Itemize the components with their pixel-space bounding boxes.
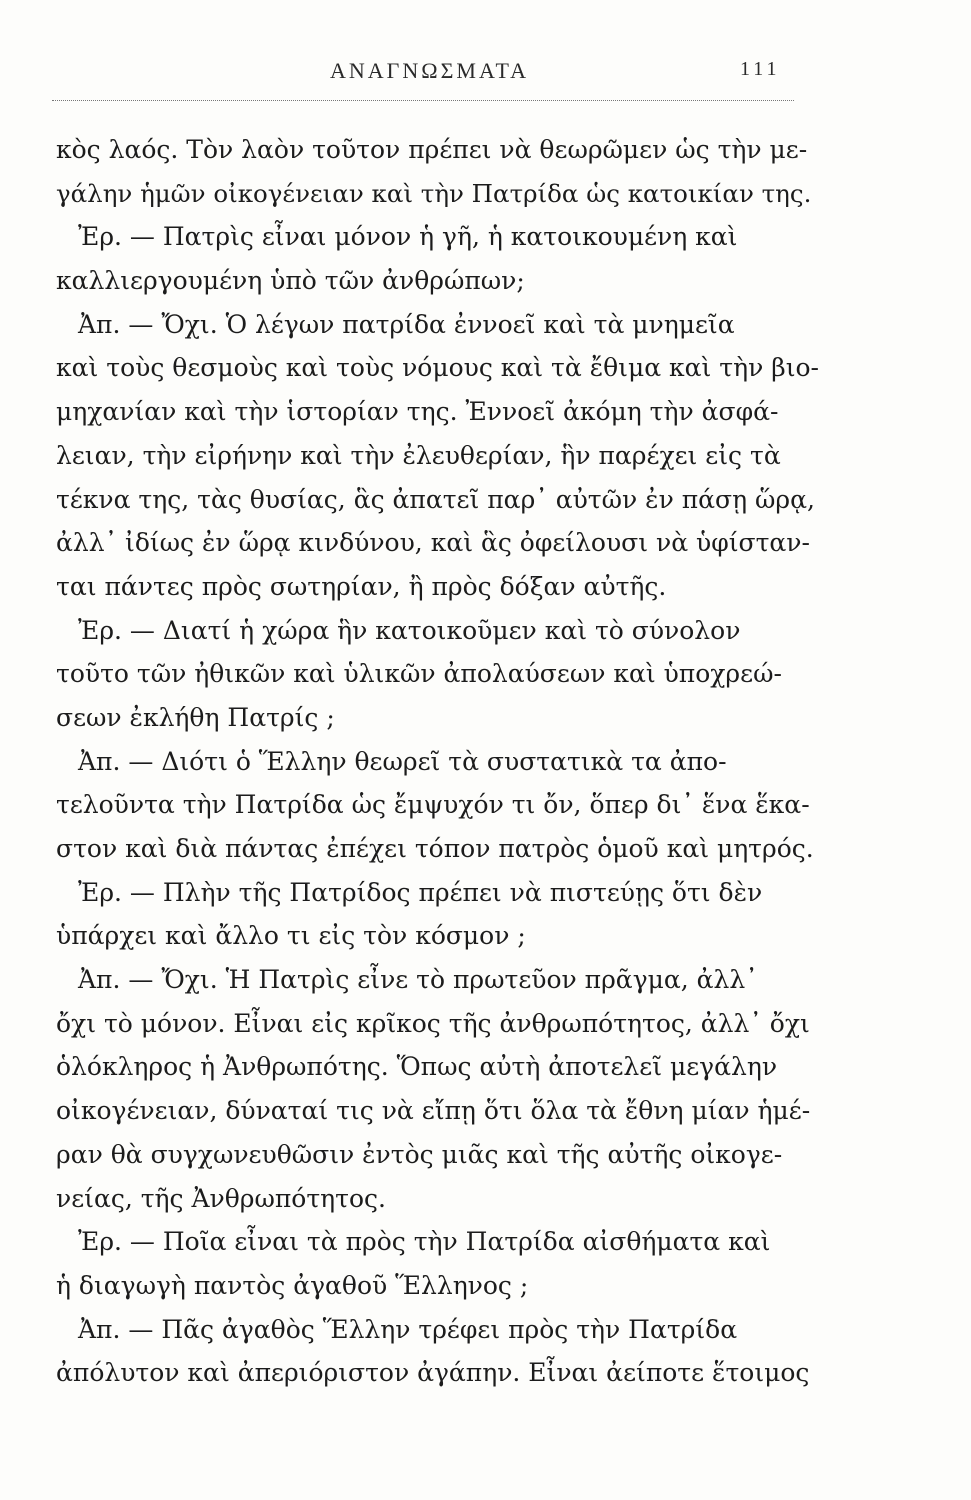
text-line: Ἐρ. — Διατί ἡ χώρα ἣν κατοικοῦμεν καὶ τὸ σύνολον [78,615,741,645]
text-line: καλλιεργουμένη ὑπὸ τῶν ἀνθρώπων; [56,266,525,296]
text-line: γάλην ἡμῶν οἰκογένειαν καὶ τὴν Πατρίδα ὡς κατοικίαν της. [56,178,812,208]
text-line: καὶ τοὺς θεσμοὺς καὶ τοὺς νόμους καὶ τὰ ἔθιμα καὶ τὴν βιο- [56,353,820,383]
text-line: μηχανίαν καὶ τὴν ἱστορίαν της. Ἐννοεῖ ἀκόμη τὴν ἀσφά- [56,397,779,427]
text-line: Ἀπ. — Πᾶς ἀγαθὸς Ἕλλην τρέφει πρὸς τὴν Πατρίδα [78,1314,738,1344]
header-rule [52,100,794,101]
text-line: ἡ διαγωγὴ παντὸς ἀγαθοῦ Ἕλληνος ; [56,1270,529,1300]
running-head [0,58,971,88]
text-line: τελοῦντα τὴν Πατρίδα ὡς ἔμψυχόν τι ὄν, ὅπερ δι᾽ ἕνα ἕκα- [56,790,810,820]
running-title: ΑΝΑΓΝΩΣΜΑΤΑ [330,58,530,83]
text-line: ἀλλ᾽ ἰδίως ἐν ὥρᾳ κινδύνου, καὶ ἃς ὀφείλουσι νὰ ὑφίσταν- [56,528,810,558]
text-line: Ἀπ. — Διότι ὁ Ἕλλην θεωρεῖ τὰ συστατικὰ τα ἀπο- [78,746,727,776]
text-line: Ἐρ. — Ποῖα εἶναι τὰ πρὸς τὴν Πατρίδα αἰσθήματα καὶ [78,1227,771,1257]
body-text [56,128,826,1395]
text-line: κὸς λαός. Τὸν λαὸν τοῦτον πρέπει νὰ θεωρῶμεν ὡς τὴν με- [56,135,808,164]
text-line: τέκνα της, τὰς θυσίας, ἃς ἀπατεῖ παρ᾽ αὐτῶν ἐν πάσῃ ὥρᾳ, [56,484,815,514]
text-line: ραν θὰ συγχωνευθῶσιν ἐντὸς μιᾶς καὶ τῆς αὐτῆς οἰκογε- [56,1139,783,1169]
text-line: Ἀπ. — Ὄχι. Ὁ λέγων πατρίδα ἐννοεῖ καὶ τὰ μνημεῖα [78,309,735,339]
text-line: ἀπόλυτον καὶ ἀπεριόριστον ἀγάπην. Εἶναι ἀείποτε ἕτοιμος [56,1358,810,1388]
page-number: 111 [740,58,781,80]
text-line: ὁλόκληρος ἡ Ἀνθρωπότης. Ὅπως αὐτὴ ἀποτελεῖ μεγάλην [56,1052,778,1082]
text-line: οἰκογένειαν, δύναταί τις νὰ εἴπῃ ὅτι ὅλα τὰ ἔθνη μίαν ἡμέ- [56,1096,811,1126]
text-line: τοῦτο τῶν ἠθικῶν καὶ ὑλικῶν ἀπολαύσεων καὶ ὑποχρεώ- [56,659,782,689]
text-line: ται πάντες πρὸς σωτηρίαν, ἢ πρὸς δόξαν αὐτῆς. [56,571,667,601]
text-line: Ἀπ. — Ὄχι. Ἡ Πατρὶς εἶνε τὸ πρωτεῦον πρᾶγμα, ἀλλ᾽ [78,965,758,995]
text-line: Ἐρ. — Πατρὶς εἶναι μόνον ἡ γῆ, ἡ κατοικουμένη καὶ [78,222,738,252]
text-line: Ἐρ. — Πλὴν τῆς Πατρίδος πρέπει νὰ πιστεύῃς ὅτι δὲν [78,877,763,907]
text-line: σεων ἐκλήθη Πατρίς ; [56,702,335,732]
text-line: νείας, τῆς Ἀνθρωπότητος. [56,1183,386,1213]
text-line: ὑπάρχει καὶ ἄλλο τι εἰς τὸν κόσμον ; [56,921,526,951]
text-line: στον καὶ διὰ πάντας ἐπέχει τόπον πατρὸς ὁμοῦ καὶ μητρός. [56,834,814,863]
text-line: ὄχι τὸ μόνον. Εἶναι εἰς κρῖκος τῆς ἀνθρωπότητος, ἀλλ᾽ ὄχι [56,1008,810,1038]
text-line: λειαν, τὴν εἰρήνην καὶ τὴν ἐλευθερίαν, ἣν παρέχει εἰς τὰ [56,440,781,470]
